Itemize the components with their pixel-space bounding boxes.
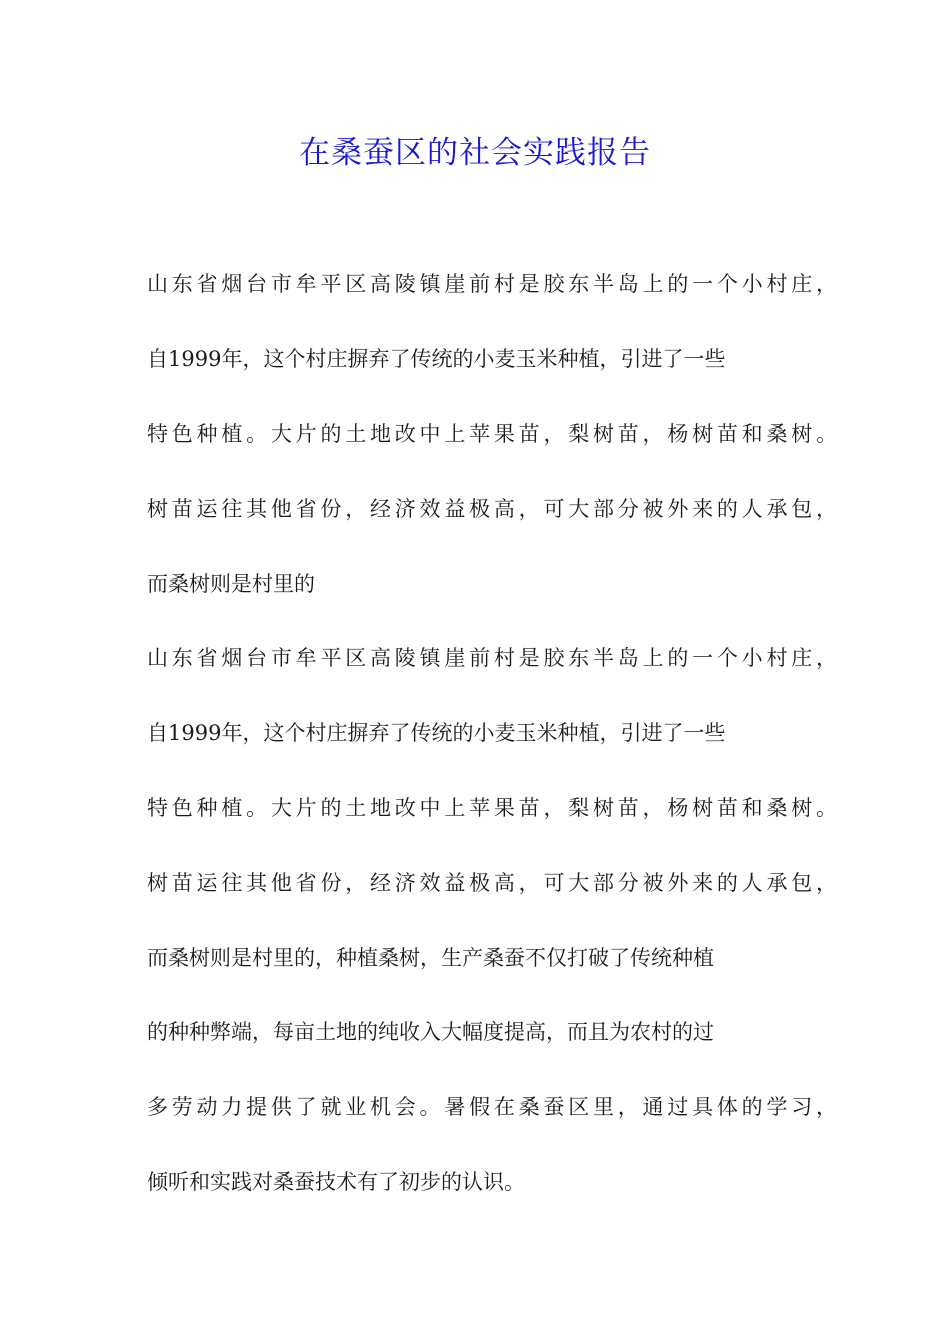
paragraph-line: 山东省烟台市牟平区高陵镇崖前村是胶东半岛上的一个小村庄，	[147, 646, 837, 670]
paragraph-line: 自1999年，这个村庄摒弃了传统的小麦玉米种植，引进了一些	[147, 347, 726, 371]
paragraph-line: 山东省烟台市牟平区高陵镇崖前村是胶东半岛上的一个小村庄，	[147, 272, 837, 296]
paragraph-line: 树苗运往其他省份，经济效益极高，可大部分被外来的人承包，	[147, 497, 837, 521]
paragraph-line: 自1999年，这个村庄摒弃了传统的小麦玉米种植，引进了一些	[147, 721, 726, 745]
paragraph-line: 多劳动力提供了就业机会。暑假在桑蚕区里，通过具体的学习，	[147, 1095, 837, 1119]
paragraph-line: 树苗运往其他省份，经济效益极高，可大部分被外来的人承包，	[147, 871, 837, 895]
document-title: 在桑蚕区的社会实践报告	[299, 135, 651, 171]
paragraph-line: 而桑树则是村里的	[147, 572, 315, 596]
paragraph-line: 特色种植。大片的土地改中上苹果苗，梨树苗，杨树苗和桑树。	[147, 796, 837, 820]
paragraph-line: 的种种弊端，每亩土地的纯收入大幅度提高，而且为农村的过	[147, 1020, 714, 1044]
paragraph-line: 而桑树则是村里的，种植桑树，生产桑蚕不仅打破了传统种植	[147, 946, 714, 970]
paragraph-line: 特色种植。大片的土地改中上苹果苗，梨树苗，杨树苗和桑树。	[147, 422, 837, 446]
paragraph-line: 倾听和实践对桑蚕技术有了初步的认识。	[147, 1170, 525, 1194]
